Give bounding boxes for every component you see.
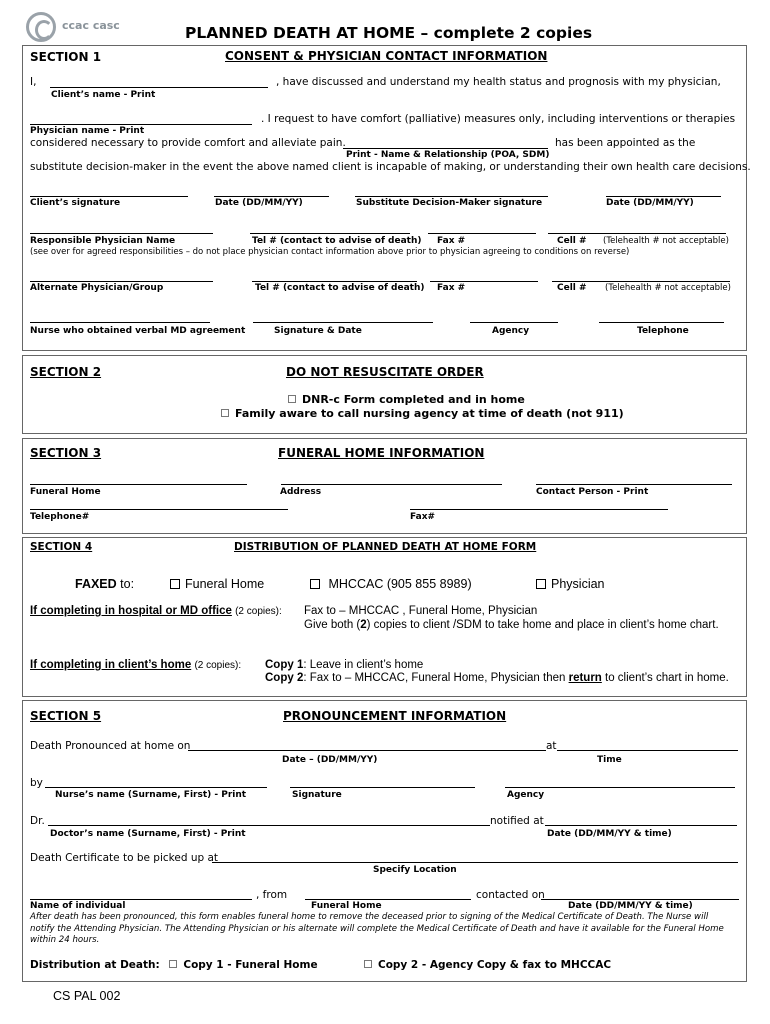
date2-field[interactable] [606, 196, 721, 197]
telephone-fh-field[interactable] [30, 509, 288, 510]
nurse-verbal-label: Nurse who obtained verbal MD agreement [30, 326, 246, 336]
fax-label: Fax # [437, 236, 466, 246]
telehealth-note: (Telehealth # not acceptable) [603, 236, 729, 246]
date2-label: Date (DD/MM/YY) [606, 198, 694, 208]
family-aware-text: Family aware to call nursing agency at time of death (not 911) [235, 407, 624, 420]
sdm-sig-label: Substitute Decision-Maker signature [356, 198, 543, 208]
pronounced-text: Death Pronounced at home on [30, 740, 191, 752]
hospital-instructions-title [30, 605, 282, 617]
section-5-heading: PRONOUNCEMENT INFORMATION [283, 709, 507, 723]
hosp-line2b: 2 [360, 619, 367, 631]
contacted-text: contacted on [476, 889, 545, 901]
cell2-label: Cell # [557, 283, 587, 293]
nurse-name-field[interactable] [45, 787, 267, 788]
tel-field[interactable] [250, 233, 410, 234]
date-label: Date – (DD/MM/YY) [282, 755, 378, 765]
considered-text: considered necessary to provide comfort and alleviate pain. [30, 137, 346, 149]
request-text: . I request to have comfort (palliative) measures only, including interventions or therapies [261, 113, 736, 125]
i-text: I, [30, 76, 37, 88]
date1-field[interactable] [214, 196, 329, 197]
individual-name-field[interactable] [30, 899, 252, 900]
doctor-name-label: Doctor’s name (Surname, First) - Print [50, 829, 246, 839]
sig-date-label: Signature & Date [274, 326, 362, 336]
cell-label: Cell # [557, 236, 587, 246]
contact-person-field[interactable] [536, 484, 732, 485]
sdm-name-field[interactable] [343, 148, 548, 149]
see-over-note: (see over for agreed responsibilities – do not place physician contact information above prior to physician agreeing to conditions on reverse) [30, 247, 630, 257]
distribution-copy2 [364, 959, 611, 971]
at-text: at [546, 740, 557, 752]
dnr-item[interactable] [288, 393, 525, 406]
ccac-logo-icon [26, 12, 56, 42]
dist2-text: Copy 2 - Agency Copy & fax to MHCCAC [378, 959, 612, 971]
funeral-home-checkbox[interactable] [170, 579, 180, 589]
dist1-text: Copy 1 - Funeral Home [183, 959, 318, 971]
dist-copy1-checkbox[interactable] [169, 960, 177, 968]
copy1-line [265, 659, 423, 671]
telehealth2-note: (Telehealth # not acceptable) [605, 283, 731, 293]
home-text: If completing in client’s home [30, 659, 192, 671]
faxed-to [75, 577, 134, 591]
fax-fh-label: Fax# [410, 512, 436, 522]
section-3-heading: FUNERAL HOME INFORMATION [278, 446, 485, 460]
copy1-text: : Leave in client’s home [303, 659, 424, 671]
opt3-text: Physician [551, 577, 605, 591]
faxed-label: FAXED [75, 577, 117, 591]
doctor-name-field[interactable] [48, 825, 490, 826]
hosp-copies: (2 copies): [235, 606, 282, 617]
cell2-field[interactable] [552, 281, 730, 282]
section-4-heading: DISTRIBUTION OF PLANNED DEATH AT HOME FORM [234, 541, 537, 553]
section-1-heading: CONSENT & PHYSICIAN CONTACT INFORMATION [225, 49, 548, 63]
pronounced-date-field[interactable] [188, 750, 546, 751]
alt-phys-field[interactable] [30, 281, 213, 282]
nurse-verbal-field[interactable] [30, 322, 210, 323]
date1-label: Date (DD/MM/YY) [215, 198, 303, 208]
nurse-agency-field[interactable] [505, 787, 735, 788]
signature-label: Signature [292, 790, 342, 800]
contact-person-label: Contact Person - Print [536, 487, 649, 497]
cert-text: Death Certificate to be picked up at [30, 852, 219, 864]
distribution-at-death [30, 959, 318, 971]
return-text: return [568, 672, 602, 684]
name-indiv-label: Name of individual [30, 901, 126, 911]
dnr-checkbox[interactable] [288, 395, 296, 403]
copy2-label: Copy 2 [265, 672, 304, 684]
copy2-end: to client’s chart in home. [601, 672, 729, 684]
logo-text: ccac casc [62, 19, 120, 32]
client-name-label: Client’s name - Print [51, 90, 156, 100]
funeral-home-label: Funeral Home [30, 487, 101, 497]
client-signature-field[interactable] [30, 196, 188, 197]
pronounced-time-field[interactable] [557, 750, 738, 751]
copy2-text: : Fax to – MHCCAC, Funeral Home, Physician then [303, 672, 569, 684]
fax-fh-field[interactable] [410, 509, 668, 510]
sdm-signature-field[interactable] [355, 196, 548, 197]
telephone-label: Telephone [637, 326, 689, 336]
telephone-fh-label: Telephone# [30, 512, 90, 522]
family-aware-checkbox[interactable] [221, 409, 229, 417]
dist-copy2-checkbox[interactable] [364, 960, 372, 968]
from-text: , from [256, 889, 288, 901]
hosp-line2a: Give both ( [304, 619, 361, 631]
hosp-line2 [304, 619, 719, 631]
address-label: Address [280, 487, 322, 497]
cert-location-field[interactable] [212, 862, 738, 863]
section-1-label: SECTION 1 [30, 50, 102, 64]
discussed-text: , have discussed and understand my health status and prognosis with my physician, [276, 76, 721, 88]
copy1-label: Copy 1 [265, 659, 304, 671]
resp-phys-field[interactable] [30, 233, 213, 234]
section-2-label: SECTION 2 [30, 365, 102, 379]
fax-option-physician[interactable] [536, 577, 605, 591]
client-sig-label: Client’s signature [30, 198, 121, 208]
sig-date-field[interactable] [253, 322, 433, 323]
section-5-label: SECTION 5 [30, 709, 102, 723]
alt-phys-label: Alternate Physician/Group [30, 283, 164, 293]
section-3-label: SECTION 3 [30, 446, 102, 460]
agency-label: Agency [492, 326, 530, 336]
fax-option-funeral-home[interactable] [170, 577, 264, 591]
resp-phys-label: Responsible Physician Name [30, 236, 176, 246]
physician-name-field[interactable] [30, 124, 252, 125]
fax2-label: Fax # [437, 283, 466, 293]
nurse-agency-label: Agency [507, 790, 545, 800]
copy2-line [265, 672, 729, 684]
fax-field[interactable] [428, 233, 536, 234]
physician-name-label: Physician name - Print [30, 126, 145, 136]
hosp-text: If completing in hospital or MD office [30, 605, 232, 617]
notified-date-field[interactable] [545, 825, 737, 826]
family-aware-item[interactable] [221, 407, 624, 420]
section-2-heading: DO NOT RESUSCITATE ORDER [286, 365, 484, 379]
dist-label: Distribution at Death: [30, 959, 160, 971]
disclaimer-note: After death has been pronounced, this form enables funeral home to remove the deceased prior to signing of the Medical Certificate of Death. The Nurse will notify the Attending Physician. The Attending Physician or his alternate will complete the Medical Certificate of Death and have it available for the Funeral Home within 24 hours. [30, 912, 724, 945]
contacted-date-field[interactable] [541, 899, 739, 900]
physician-checkbox[interactable] [536, 579, 546, 589]
tel-label: Tel # (contact to advise of death) [252, 236, 422, 246]
date-time-label: Date (DD/MM/YY & time) [547, 829, 672, 839]
print-name-rel-label: Print - Name & Relationship (POA, SDM) [346, 150, 550, 160]
mhccac-checkbox[interactable] [310, 579, 320, 589]
hosp-line2c: ) copies to client /SDM to take home and place in client’s home chart. [366, 619, 719, 631]
date-time2-label: Date (DD/MM/YY & time) [568, 901, 693, 911]
funeral-home-field[interactable] [30, 484, 247, 485]
funeral-home-label-5: Funeral Home [311, 901, 382, 911]
fax2-field[interactable] [430, 281, 538, 282]
telephone-field[interactable] [599, 322, 724, 323]
client-name-field[interactable] [50, 87, 268, 88]
opt2-text: MHCCAC (905 855 8989) [328, 577, 472, 591]
appointed-text: has been appointed as the [555, 137, 696, 149]
form-code: CS PAL 002 [53, 989, 121, 1003]
cell-field[interactable] [548, 233, 726, 234]
signature-field[interactable] [290, 787, 475, 788]
substitute-text: substitute decision-maker in the event the above named client is incapable of making, or understanding their own health care decisions. [30, 161, 751, 173]
hosp-line1: Fax to – MHCCAC , Funeral Home, Physician [304, 605, 538, 617]
home-instructions-title [30, 659, 241, 671]
opt1-text: Funeral Home [185, 577, 265, 591]
fax-option-mhccac[interactable] [310, 577, 472, 591]
by-text: by [30, 777, 43, 789]
home-copies: (2 copies): [194, 660, 242, 671]
from-funeral-home-field[interactable] [305, 899, 471, 900]
dr-text: Dr. [30, 815, 45, 827]
agency-field[interactable] [470, 322, 558, 323]
tel2-field[interactable] [252, 281, 417, 282]
specify-label: Specify Location [373, 865, 457, 875]
page-title: PLANNED DEATH AT HOME – complete 2 copies [185, 24, 593, 42]
nurse-name-label: Nurse’s name (Surname, First) - Print [55, 790, 247, 800]
dnr-text: DNR-c Form completed and in home [302, 393, 525, 406]
notified-text: notified at [490, 815, 544, 827]
ccac-logo [26, 10, 124, 46]
to-label: to: [116, 577, 135, 591]
tel2-label: Tel # (contact to advise of death) [255, 283, 425, 293]
address-field[interactable] [281, 484, 502, 485]
section-4-label: SECTION 4 [30, 541, 93, 553]
time-label: Time [597, 755, 622, 765]
